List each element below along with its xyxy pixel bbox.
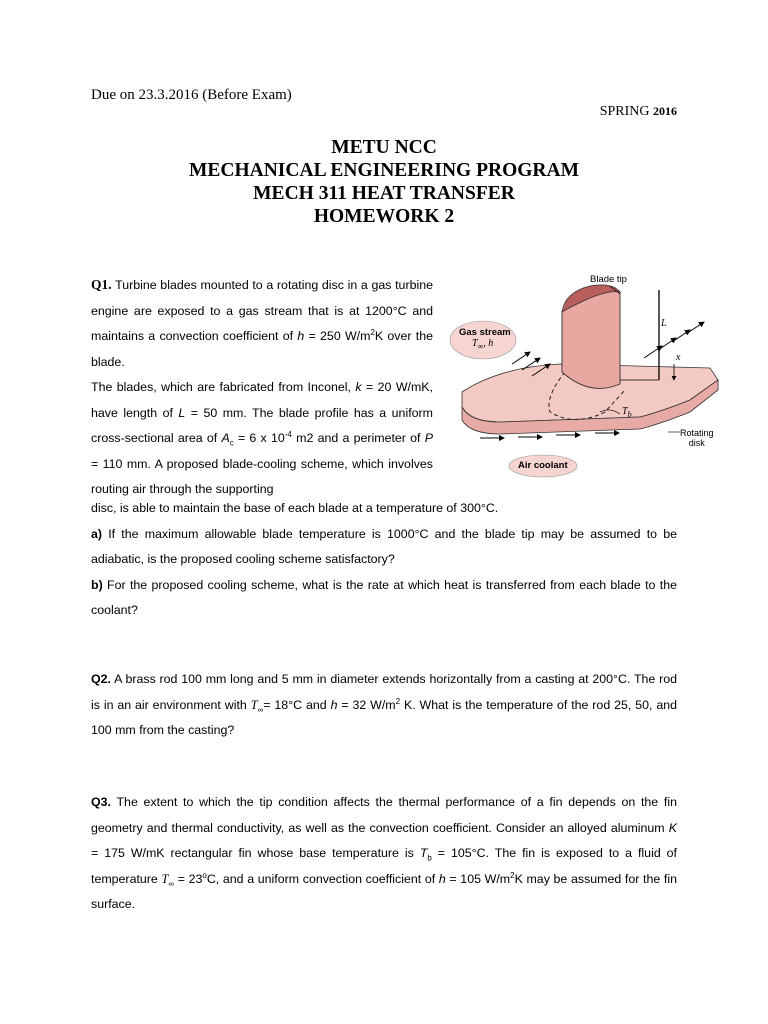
- q1-p1: Turbine blades mounted to a rotating disc in a gas turbine engine are exposed to a gas stream that is at 1200°C and maintains a convection coefficient of: [91, 278, 434, 343]
- label-t-inf-sym: T: [472, 338, 478, 349]
- q3-t4: = 23: [174, 871, 203, 886]
- q1-exp: -4: [284, 429, 292, 439]
- q3-K: K: [668, 820, 677, 835]
- q3-sq: 2: [510, 870, 515, 880]
- year: 2016: [653, 104, 677, 118]
- q2-sq: 2: [395, 696, 401, 706]
- label-air-coolant: Air coolant: [518, 460, 568, 471]
- q3-t3: = 105°C. The fin is exposed to a fluid of temperature: [91, 846, 678, 886]
- label-t-inf: [472, 338, 493, 349]
- q1-eq: =: [304, 329, 321, 343]
- q1-a-text: If the maximum allowable blade temperature is 1000°C and the blade tip may be assumed to be adiabatic, is the proposed cooling scheme satisfactory?: [91, 526, 677, 566]
- label-rotating-disk: [680, 428, 714, 448]
- figure-svg: [440, 272, 730, 484]
- q1-p2d: = 6 x 10: [233, 431, 285, 445]
- label-t-inf-h: , h: [483, 338, 494, 349]
- label-tb: [622, 406, 632, 417]
- q3-tinf-sub: ∞: [168, 878, 175, 888]
- q1-A: A: [221, 431, 230, 445]
- q1-h-val: 250 W/m: [320, 329, 371, 343]
- q1-p2c: = 50 mm. The blade profile has a uniform cross-sectional area of: [91, 405, 433, 445]
- q1-p2a: The blades, which are fabricated from Inconel,: [91, 380, 351, 394]
- q3-deg: o: [202, 870, 207, 880]
- q1-p3: disc, is able to maintain the base of each blade at a temperature of 300°C.: [91, 501, 499, 515]
- q1-A-sub: c: [229, 438, 234, 448]
- q1-rest: [91, 496, 677, 624]
- title-line-2: MECHANICAL ENGINEERING PROGRAM: [188, 160, 580, 181]
- q2-t3: = 32 W/m: [337, 697, 396, 712]
- q2-t4: K. What is the temperature of the rod 25, 50, and 100 mm from the casting?: [91, 697, 677, 737]
- q3-h: h: [438, 871, 446, 886]
- q3-tinf: T: [161, 871, 169, 886]
- title-line-4: HOMEWORK 2: [313, 206, 455, 227]
- q1-sq: 2: [370, 327, 375, 337]
- title-line-3: MECH 311 HEAT TRANSFER: [253, 183, 515, 204]
- q1-P: P: [424, 431, 433, 445]
- q3-tb-sub: b: [427, 853, 432, 863]
- q1-part-b: [91, 573, 677, 624]
- page-title: [0, 136, 768, 228]
- q2-h: h: [330, 697, 338, 712]
- turbine-blade-figure: [440, 272, 730, 484]
- q1-b-text: For the proposed cooling scheme, what is the rate at which heat is transferred from each blade to the coolant?: [91, 577, 677, 617]
- q1-a-label: a): [91, 526, 103, 541]
- label-tb-sub: b: [627, 410, 632, 419]
- q2-t2: = 18°C and: [263, 697, 327, 712]
- term-label: [600, 104, 677, 120]
- q3-t6: = 105 W/m: [445, 871, 511, 886]
- q2-tinf: T: [250, 697, 258, 712]
- q3-t7: K may be assumed for the fin surface.: [91, 871, 677, 911]
- label-x: x: [676, 352, 681, 363]
- q3-t1: The extent to which the tip condition affects the thermal performance of a fin depends on the fin geometry and thermal conductivity, as well as the convection coefficient. Consider an alloyed aluminum: [91, 795, 678, 835]
- q3-t5: C, and a uniform convection coefficient of: [206, 871, 436, 886]
- label-tb-sym: T: [622, 406, 628, 417]
- q1-p2f: = 110 mm. A proposed blade-cooling scheme, which involves routing air through the supporting: [91, 456, 433, 496]
- label-rotating: Rotating: [680, 428, 714, 438]
- label-blade-tip: Blade tip: [590, 274, 627, 285]
- q3-tb: T: [419, 846, 428, 860]
- q1-p2e: m2 and a perimeter of: [291, 431, 421, 445]
- q1-k: k: [355, 380, 362, 394]
- q3-t2: = 175 W/mK rectangular fin whose base temperature is: [91, 846, 414, 860]
- q1-intro: [91, 272, 433, 503]
- q1-h-unit: K over the blade.: [91, 329, 434, 369]
- q2-t1: A brass rod 100 mm long and 5 mm in diameter extends horizontally from a casting at 200°C. The rod is in an air environment with: [91, 672, 677, 712]
- q2-label: Q2.: [91, 672, 111, 686]
- term: SPRING: [599, 104, 650, 119]
- label-t-inf-sub: ∞: [477, 342, 484, 351]
- q1-L: L: [178, 405, 186, 420]
- q3: [91, 790, 677, 918]
- q2: [91, 667, 677, 744]
- q1-part-a: [91, 522, 677, 573]
- q2-tinf-sub: ∞: [257, 704, 264, 714]
- label-gas-stream: Gas stream: [459, 327, 511, 338]
- q1-label: Q1.: [91, 277, 112, 292]
- q1-h: h: [297, 329, 305, 343]
- title-line-1: METU NCC: [331, 137, 437, 158]
- q1-b-label: b): [91, 577, 103, 592]
- label-disk: disk: [688, 438, 705, 448]
- due-date: Due on 23.3.2016 (Before Exam): [91, 87, 292, 103]
- q3-label: Q3.: [91, 795, 111, 809]
- q1-p2b: = 20 W/mK, have length of: [91, 380, 433, 420]
- label-L: L: [661, 318, 667, 329]
